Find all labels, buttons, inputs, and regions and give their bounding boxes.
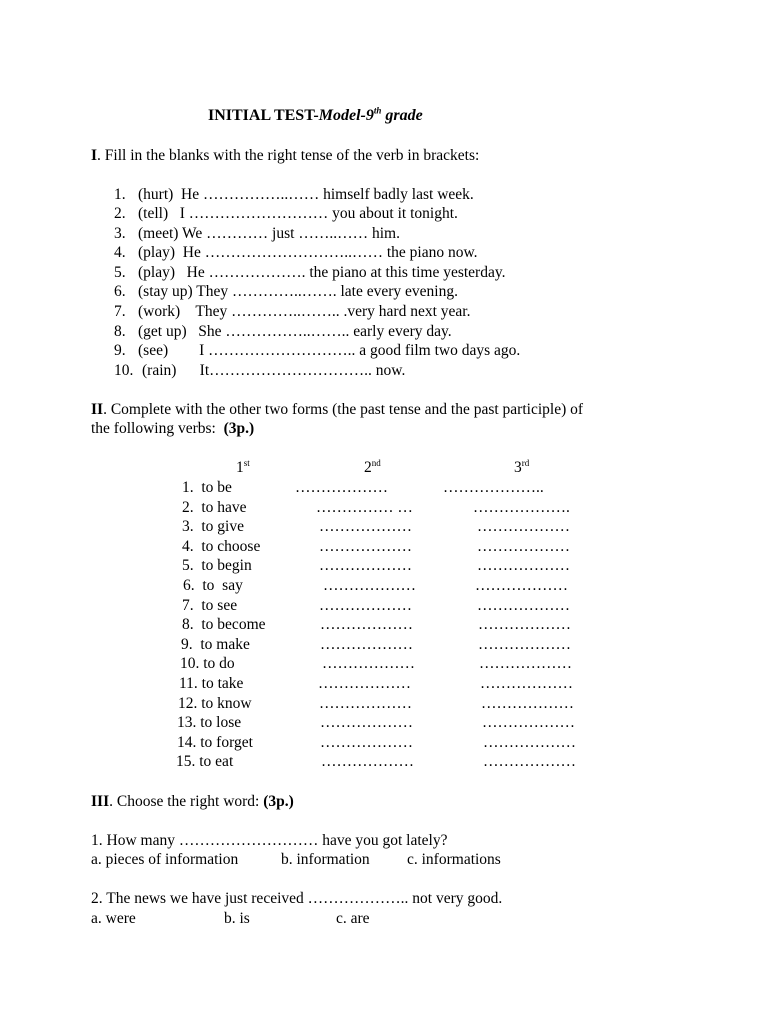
past-participle-blank: ……………….. <box>443 479 544 496</box>
verb-label: 1. to be <box>182 479 232 496</box>
past-participle-blank: ……………… <box>478 616 571 633</box>
past-tense-blank: ……………… <box>322 655 415 672</box>
question-2: 2. The news we have just received ……………….. not very good. <box>91 890 503 907</box>
list-item-text: (get up) She ……………..…….. early every day. <box>138 323 452 340</box>
list-item: 5. <box>114 264 126 281</box>
list-item-text: (stay up) They …………..……. late every evening. <box>138 283 458 300</box>
section-1-instruction: I. Fill in the blanks with the right tense of the verb in brackets: <box>91 147 480 164</box>
past-participle-blank: ……………… <box>477 557 570 574</box>
verb-label: 10. to do <box>180 655 235 672</box>
list-item: 10. <box>114 362 134 379</box>
section-2-instruction-line2: the following verbs: (3p.) <box>91 420 255 437</box>
option-1b: b. information <box>281 851 370 868</box>
past-tense-blank: ……………… <box>320 734 413 751</box>
section-2-numeral: II <box>91 401 104 418</box>
past-participle-blank: ……………… <box>477 538 570 555</box>
question-1: 1. How many ……………………… have you got lately? <box>91 832 448 849</box>
verb-label: 3. to give <box>182 518 244 535</box>
past-tense-blank: …………… … <box>316 499 413 516</box>
past-participle-blank: ……………… <box>479 655 572 672</box>
section-3-points: (3p.) <box>263 793 294 810</box>
list-item-text: (hurt) He ……………..…… himself badly last week. <box>138 186 474 203</box>
past-participle-blank: ……………… <box>475 577 568 594</box>
list-item: 8. <box>114 323 126 340</box>
past-participle-blank: ……………… <box>483 734 576 751</box>
option-1a: a. pieces of information <box>91 851 239 868</box>
verb-label: 11. to take <box>179 675 244 692</box>
verb-label: 9. to make <box>181 636 250 653</box>
past-tense-blank: ……………… <box>319 597 412 614</box>
verb-label: 15. to eat <box>176 753 234 770</box>
verb-label: 5. to begin <box>182 557 252 574</box>
past-tense-blank: ……………… <box>319 557 412 574</box>
section-2-instruction-line1: II. Complete with the other two forms (the past tense and the past participle) of <box>91 401 584 418</box>
column-header-3: 3rd <box>514 457 530 476</box>
column-header-2: 2nd <box>364 457 381 476</box>
title-main: INITIAL TEST- <box>208 107 319 124</box>
option-1c: c. informations <box>407 851 501 868</box>
past-tense-blank: ……………… <box>321 753 414 770</box>
list-item-text: (see) I ……………………….. a good film two days ago. <box>138 342 521 359</box>
title-model: Model-9th grade <box>318 105 423 124</box>
past-participle-blank: ……………… <box>483 753 576 770</box>
past-tense-blank: ……………… <box>323 577 416 594</box>
past-tense-blank: ……………… <box>319 538 412 555</box>
section-1-numeral: I <box>91 147 98 164</box>
past-tense-blank: ……………… <box>320 636 413 653</box>
past-tense-blank: ……………… <box>295 479 388 496</box>
option-2b: b. is <box>224 910 250 927</box>
option-2c: c. are <box>336 910 370 927</box>
past-tense-blank: ……………… <box>320 714 413 731</box>
past-participle-blank: ……………… <box>478 636 571 653</box>
verb-label: 12. to know <box>178 695 252 712</box>
list-item-text: (meet) We ………… just ……..…… him. <box>138 225 400 242</box>
past-participle-blank: ……………… <box>480 675 573 692</box>
past-tense-blank: ……………… <box>318 675 411 692</box>
past-participle-blank: ……………… <box>482 714 575 731</box>
page-title <box>208 106 423 125</box>
verb-label: 4. to choose <box>182 538 261 555</box>
past-participle-blank: ……………… <box>477 518 570 535</box>
list-item-text: (work) They …………..…….. .very hard next year. <box>138 303 471 320</box>
section-3-instruction: III. Choose the right word: (3p.) <box>91 793 294 810</box>
verb-label: 7. to see <box>182 597 238 614</box>
list-item: 4. <box>114 244 126 261</box>
list-item: 2. <box>114 205 126 222</box>
list-item-text: (play) He ………………………..…… the piano now. <box>138 244 478 261</box>
past-tense-blank: ……………… <box>319 695 412 712</box>
verb-label: 14. to forget <box>177 734 253 751</box>
option-2a: a. were <box>91 910 136 927</box>
past-tense-blank: ……………… <box>319 518 412 535</box>
verb-label: 6. to say <box>183 577 243 594</box>
verb-label: 13. to lose <box>177 714 242 731</box>
verb-label: 8. to become <box>182 616 266 633</box>
past-participle-blank: ………………. <box>473 499 570 516</box>
list-item-text: (play) He ………………. the piano at this time yesterday. <box>138 264 506 281</box>
past-participle-blank: ……………… <box>481 695 574 712</box>
list-item-text: (tell) I ……………………… you about it tonight. <box>138 205 458 222</box>
list-item-text: (rain) It………………………….. now. <box>142 362 406 379</box>
list-item: 3. <box>114 225 126 242</box>
section-3-numeral: III <box>91 793 110 810</box>
title-superscript: th <box>373 105 382 116</box>
column-header-1: 1st <box>236 457 250 476</box>
past-participle-blank: ……………… <box>477 597 570 614</box>
verb-label: 2. to have <box>182 499 247 516</box>
section-2-points: (3p.) <box>223 420 255 437</box>
list-item: 9. <box>114 342 126 359</box>
list-item: 7. <box>114 303 126 320</box>
past-tense-blank: ……………… <box>320 616 413 633</box>
list-item: 6. <box>114 283 126 300</box>
list-item: 1. <box>114 186 126 203</box>
